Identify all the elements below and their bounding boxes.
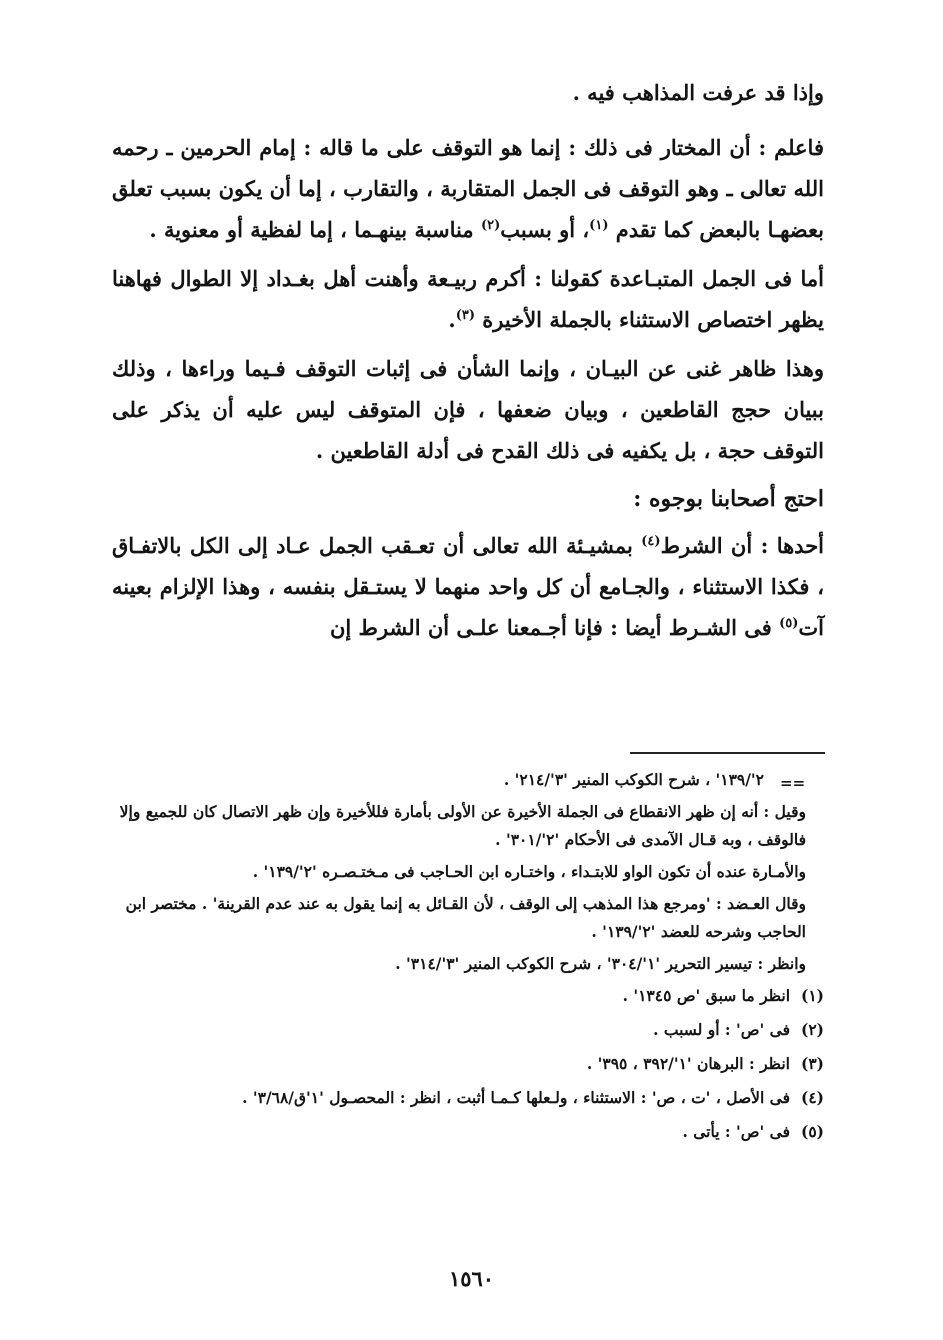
paragraph-1 <box>112 127 824 250</box>
footnote-ref-1[interactable]: (١) <box>589 218 609 233</box>
footnote-ref-2[interactable]: (٢) <box>480 218 501 233</box>
paragraph-4 <box>112 525 824 648</box>
footnote-text: انظر ما سبق 'ص ١٣٤٥' . <box>622 986 790 1005</box>
footnote-text: فى الأصل ، 'ت ، ص' : الاستثناء ، ولـعلها كـمـا أثبت ، انظر : المحصـول '١'ق/٣/٦٨' . <box>242 1088 790 1107</box>
main-text <box>112 72 824 656</box>
footnote-separator <box>630 752 825 754</box>
paragraph-intro <box>112 72 824 113</box>
section-heading: احتج أصحابنا بوجوه : <box>633 486 824 512</box>
footnote-number: (١) <box>800 986 824 1005</box>
intro-text: وإذا قد عرفت المذاهب فيه . <box>572 80 824 105</box>
paragraph-1-text-b: ، أو بسبب <box>500 217 590 242</box>
paragraph-4-lead: أحدها : <box>752 533 825 558</box>
paragraph-3-text: وهذا ظاهر غنى عن البيـان ، وإنما الشأن فى إثبات التوقف فـيما وراءها ، وذلك ببيان حجج القاطعين ، وبيان ضعفها ، فإن المتوقف ليس عليه أن يذكر على التوقف حجة ، بل يكفيه فى ذلك القدح فى أدلة القاطعين . <box>112 356 824 463</box>
paragraph-2-lead: أما فى الجمل المتبـاعدة كقولنا : <box>525 266 824 291</box>
footnote-item <box>112 1118 824 1146</box>
footnote-item <box>112 1050 824 1078</box>
footnote-quote-1: وقيل : أنه إن ظهر الانقطاع فى الجملة الأخيرة عن الأولى بأمارة فللأخيرة وإن ظهر الاتصال كان للجميع وإلا فالوقف ، وبه قـال الآمدى فى الأحكام '٢'/٣٠١' . <box>119 802 806 849</box>
footnote-continuation-mark: == <box>780 774 806 792</box>
footnote-continuation-line: ٢'/١٣٩' ، شرح الكوكب المنير '٣'/٢١٤' . <box>503 770 764 789</box>
footnote-item <box>112 1084 824 1112</box>
footnote-continuation-block <box>112 798 806 978</box>
paragraph-1-text-c: مناسبة بينهـما ، إما لفظية أو معنوية . <box>149 217 481 242</box>
footnote-text: فى 'ص' : أو لسبب . <box>653 1020 790 1039</box>
footnote-quote-2: والأمـارة عنده أن تكون الواو للابتـداء ، واختـاره ابن الحـاجب فى مـختـصـره '٢'/١٣٩' . <box>252 862 806 881</box>
footnote-number: (٣) <box>800 1054 824 1073</box>
footnote-ref-5[interactable]: (٥) <box>779 616 799 631</box>
paragraph-3 <box>112 348 824 471</box>
paragraph-1-text-a: أن المختار فى ذلك : إنما هو التوقف على ما قاله : إمام الحرمين ـ رحمه الله تعالى ـ وهو التوقف فى الجمل المتقاربة ، والتقارب ، إما أن يكون بسبب تعلق بعضهـا بالبعض كما تقدم <box>112 135 824 242</box>
footnote-text: انظر : البرهان '١'/٣٩٢ ، ٣٩٥' . <box>586 1054 790 1073</box>
footnote-number: (٢) <box>800 1020 824 1039</box>
footnotes <box>112 766 824 1152</box>
paragraph-2 <box>112 258 824 340</box>
footnote-item <box>112 982 824 1010</box>
footnote-list <box>112 982 824 1146</box>
footnote-text: فى 'ص' : يأتى . <box>682 1122 790 1141</box>
paragraph-4-text-c: فى الشـرط أيضا : فإنا أجـمعنا علـى أن الشرط إن <box>329 615 780 640</box>
paragraph-1-lead: فاعلم : <box>750 135 824 160</box>
footnote-quote-3: وقال العـضد : 'ومرجع هذا المذهب إلى الوقف ، لأن القـائل به إنما يقول به عند عدم القرينة' . مختصر ابن الحاجب وشرحه للعضد '٢'/١٣٩' . <box>125 894 806 941</box>
footnote-quote-4: وانظر : تيسير التحرير '١'/٣٠٤' ، شرح الكوكب المنير '٣'/٣١٤' . <box>395 954 806 973</box>
footnote-item <box>112 1016 824 1044</box>
footnote-ref-4[interactable]: (٤) <box>641 534 661 549</box>
footnote-number: (٥) <box>800 1122 824 1141</box>
footnote-number: (٤) <box>800 1088 824 1107</box>
paragraph-2-text-a: أكرم ربيـعة وأهنت أهل بغـداد إلا الطوال فهاهنا يظهر اختصاص الاستثناء بالجملة الأخيرة <box>112 266 824 332</box>
paragraph-2-text-b: . <box>448 307 456 332</box>
footnote-ref-3[interactable]: (٣) <box>455 308 475 323</box>
paragraph-4-text-b: بمشيـئة الله تعالى أن تعـقب الجمل عـاد إلى الكل بالاتفـاق ، فكذا الاستثناء ، والجـامع أن كل واحد منهما لا يستـقل بنفسه ، وهذا الإلزام بعينه آت <box>112 533 824 640</box>
paragraph-4-text-a: أن الشرط <box>660 533 753 558</box>
page-number: ١٥٦٠ <box>448 1266 495 1291</box>
